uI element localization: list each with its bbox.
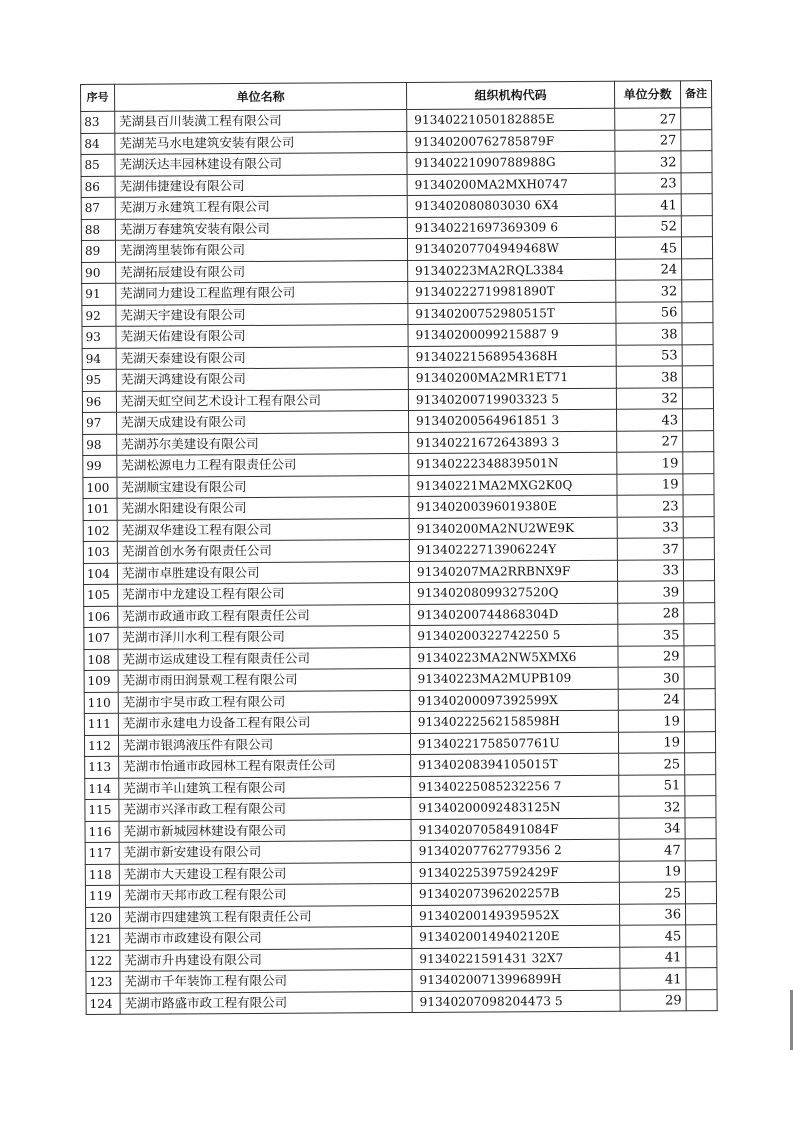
unit-score: 45: [620, 925, 686, 947]
row-no: 114: [85, 778, 119, 800]
table-row: [86, 989, 717, 1014]
org-code: 913402080803030 6X4: [407, 194, 615, 217]
row-no: 106: [84, 606, 118, 628]
table-header: [81, 81, 712, 112]
row-no: 102: [83, 520, 117, 542]
org-code: 91340221697369309 6: [407, 216, 615, 239]
org-code: 91340222719981890T: [408, 280, 616, 303]
unit-score: 29: [618, 645, 684, 667]
company-name: 芜湖顺宝建设有限公司: [117, 475, 409, 498]
note-cell: [681, 108, 712, 130]
unit-score: 32: [616, 387, 682, 409]
unit-score: 56: [616, 301, 682, 323]
row-no: 122: [86, 950, 120, 972]
unit-score: 52: [615, 215, 681, 237]
unit-score: 23: [617, 495, 683, 517]
row-no: 101: [83, 498, 117, 520]
row-no: 111: [84, 713, 118, 735]
unit-score: 27: [617, 430, 683, 452]
row-no: 86: [81, 176, 115, 198]
unit-score: 38: [616, 323, 682, 345]
unit-score: 47: [619, 839, 685, 861]
unit-score: 41: [620, 968, 686, 990]
row-no: 105: [84, 584, 118, 606]
note-cell: [684, 731, 715, 753]
row-no: 91: [82, 283, 116, 305]
org-code: 91340200752980515T: [408, 302, 616, 325]
row-no: 89: [81, 240, 115, 262]
note-cell: [683, 473, 714, 495]
note-cell: [682, 387, 713, 409]
company-name: 芜湖市大天建设工程有限公司: [119, 862, 411, 885]
company-name: 芜湖天成建设有限公司: [117, 410, 409, 433]
org-code: 91340223MA2RQL3384: [408, 259, 616, 282]
org-code: 91340200099215887 9: [408, 323, 616, 346]
note-cell: [682, 258, 713, 280]
org-code: 91340207098204473 5: [412, 990, 620, 1013]
note-cell: [681, 237, 712, 259]
company-name: 芜湖天佑建设有限公司: [116, 325, 408, 348]
note-cell: [685, 839, 716, 861]
company-name: 芜湖市政通市政工程有限责任公司: [118, 604, 410, 627]
unit-score: 27: [615, 108, 681, 130]
company-name: 芜湖伟捷建设有限公司: [115, 174, 407, 197]
unit-score: 38: [616, 366, 682, 388]
note-cell: [684, 710, 715, 732]
company-name: 芜湖市中龙建设工程有限公司: [118, 582, 410, 605]
note-cell: [681, 194, 712, 216]
org-code: 91340200097392599X: [410, 689, 618, 712]
company-name: 芜湖双华建设工程有限公司: [117, 518, 409, 541]
note-cell: [684, 645, 715, 667]
company-name: 芜湖市兴泽市政工程有限公司: [119, 797, 411, 820]
row-no: 108: [84, 649, 118, 671]
company-name: 芜湖天鸿建设有限公司: [116, 368, 408, 391]
row-no: 112: [84, 735, 118, 757]
unit-score: 19: [618, 710, 684, 732]
row-no: 100: [83, 477, 117, 499]
org-code: 91340222562158598H: [410, 710, 618, 733]
note-cell: [684, 688, 715, 710]
header-code: 组织机构代码: [406, 81, 614, 109]
row-no: 97: [83, 412, 117, 434]
note-cell: [683, 538, 714, 560]
header-name: 单位名称: [115, 83, 407, 112]
unit-score: 28: [618, 602, 684, 624]
row-no: 84: [81, 133, 115, 155]
unit-score: 41: [620, 946, 686, 968]
note-cell: [686, 903, 717, 925]
company-name: 芜湖市银鸿液压件有限公司: [118, 733, 410, 756]
unit-score: 32: [616, 280, 682, 302]
unit-score: 33: [617, 516, 683, 538]
company-name: 芜湖市宇昊市政工程有限公司: [118, 690, 410, 713]
note-cell: [686, 946, 717, 968]
note-cell: [681, 215, 712, 237]
note-cell: [682, 323, 713, 345]
org-code: 91340200092483125N: [411, 796, 619, 819]
company-name: 芜湖天泰建设有限公司: [116, 346, 408, 369]
unit-score: 29: [620, 989, 686, 1011]
company-name: 芜湖天虹空间艺术设计工程有限公司: [116, 389, 408, 412]
note-cell: [684, 667, 715, 689]
unit-score: 41: [615, 194, 681, 216]
org-code: 91340200MA2NU2WE9K: [409, 517, 617, 540]
row-no: 123: [86, 971, 120, 993]
unit-score: 19: [617, 452, 683, 474]
note-cell: [684, 602, 715, 624]
note-cell: [681, 129, 712, 151]
unit-score: 25: [619, 882, 685, 904]
company-name: 芜湖市千年装饰工程有限公司: [120, 969, 412, 992]
row-no: 85: [81, 154, 115, 176]
header-score: 单位分数: [614, 81, 680, 108]
unit-score: 43: [616, 409, 682, 431]
unit-score: 30: [618, 667, 684, 689]
company-name: 芜湖沃达丰园林建设有限公司: [115, 153, 407, 176]
row-no: 109: [84, 670, 118, 692]
row-no: 119: [85, 885, 119, 907]
org-code: 91340200719903323 5: [408, 388, 616, 411]
note-cell: [683, 495, 714, 517]
org-code: 91340200MA2MR1ET71: [408, 366, 616, 389]
row-no: 124: [86, 993, 120, 1015]
company-name: 芜湖天宇建设有限公司: [116, 303, 408, 326]
row-no: 121: [86, 928, 120, 950]
unit-score: 39: [618, 581, 684, 603]
company-name: 芜湖市羊山建筑工程有限公司: [119, 776, 411, 799]
company-name: 芜湖市泽川水利工程有限公司: [118, 625, 410, 648]
note-cell: [686, 968, 717, 990]
org-code: 91340208394105015T: [411, 753, 619, 776]
note-cell: [682, 409, 713, 431]
org-code: 91340221758507761U: [410, 732, 618, 755]
org-code: 91340223MA2MUPB109: [410, 667, 618, 690]
company-name: 芜湖市路盛市政工程有限公司: [120, 991, 412, 1014]
company-name: 芜湖市雨田润景观工程有限公司: [118, 668, 410, 691]
company-name: 芜湖市四建建筑工程有限责任公司: [120, 905, 412, 928]
company-name: 芜湖松源电力工程有限责任公司: [117, 453, 409, 476]
row-no: 94: [82, 348, 116, 370]
row-no: 118: [85, 864, 119, 886]
company-name: 芜湖市永建电力设备工程有限公司: [118, 711, 410, 734]
row-no: 88: [81, 219, 115, 241]
row-no: 99: [83, 455, 117, 477]
row-no: 113: [85, 756, 119, 778]
company-name: 芜湖苏尔美建设有限公司: [117, 432, 409, 455]
unit-score: 53: [616, 344, 682, 366]
row-no: 90: [82, 262, 116, 284]
org-code: 91340208099327520Q: [410, 581, 618, 604]
company-name: 芜湖市市政建设有限公司: [120, 926, 412, 949]
note-cell: [685, 796, 716, 818]
company-name: 芜湖市新安建设有限公司: [119, 840, 411, 863]
note-cell: [683, 452, 714, 474]
note-cell: [685, 753, 716, 775]
note-cell: [682, 280, 713, 302]
note-cell: [685, 860, 716, 882]
org-code: 91340207762779356 2: [411, 839, 619, 862]
row-no: 120: [86, 907, 120, 929]
org-code: 91340207396202257B: [411, 882, 619, 905]
org-code: 91340222713906224Y: [409, 538, 617, 561]
company-score-table: [80, 80, 718, 1015]
company-name: 芜湖市新城园林建设有限公司: [119, 819, 411, 842]
note-cell: [685, 774, 716, 796]
row-no: 104: [83, 563, 117, 585]
row-no: 93: [82, 326, 116, 348]
note-cell: [682, 344, 713, 366]
row-no: 107: [84, 627, 118, 649]
note-cell: [682, 366, 713, 388]
org-code: 91340200564961851 3: [409, 409, 617, 432]
unit-score: 35: [618, 624, 684, 646]
org-code: 91340221050182885E: [407, 108, 615, 131]
note-cell: [684, 624, 715, 646]
company-name: 芜湖同力建设工程监理有限公司: [116, 282, 408, 305]
org-code: 91340200396019380E: [409, 495, 617, 518]
unit-score: 19: [617, 473, 683, 495]
header-no: 序号: [81, 84, 115, 111]
org-code: 91340221568954368H: [408, 345, 616, 368]
unit-score: 45: [615, 237, 681, 259]
unit-score: 51: [619, 774, 685, 796]
org-code: 91340200713996899H: [412, 968, 620, 991]
registry-sheet: [80, 80, 717, 1015]
unit-score: 36: [620, 903, 686, 925]
org-code: 91340225085232256 7: [411, 775, 619, 798]
unit-score: 32: [615, 151, 681, 173]
row-no: 110: [84, 692, 118, 714]
company-name: 芜湖首创水务有限责任公司: [117, 539, 409, 562]
org-code: 91340207058491084F: [411, 818, 619, 841]
company-name: 芜湖县百川装潢工程有限公司: [115, 110, 407, 133]
unit-score: 34: [619, 817, 685, 839]
row-no: 103: [83, 541, 117, 563]
company-name: 芜湖市升冉建设有限公司: [120, 948, 412, 971]
row-no: 96: [82, 391, 116, 413]
org-code: 91340207704949468W: [407, 237, 615, 260]
note-cell: [682, 301, 713, 323]
note-cell: [683, 559, 714, 581]
unit-score: 24: [618, 688, 684, 710]
unit-score: 37: [617, 538, 683, 560]
unit-score: 19: [618, 731, 684, 753]
table-body: [81, 108, 718, 1015]
note-cell: [681, 151, 712, 173]
note-cell: [686, 989, 717, 1011]
row-no: 117: [85, 842, 119, 864]
row-no: 87: [81, 197, 115, 219]
company-name: 芜湖市卓胜建设有限公司: [117, 561, 409, 584]
row-no: 92: [82, 305, 116, 327]
company-name: 芜湖市怡通市政园林工程有限责任公司: [119, 754, 411, 777]
unit-score: 23: [615, 172, 681, 194]
note-cell: [686, 925, 717, 947]
org-code: 91340223MA2NW5XMX6: [410, 646, 618, 669]
company-name: 芜湖万永建筑工程有限公司: [115, 196, 407, 219]
org-code: 91340200149395952X: [412, 904, 620, 927]
org-code: 91340200744868304D: [410, 603, 618, 626]
org-code: 91340222348839501N: [409, 452, 617, 475]
note-cell: [684, 581, 715, 603]
org-code: 91340200MA2MXH0747: [407, 173, 615, 196]
org-code: 91340200322742250 5: [410, 624, 618, 647]
unit-score: 24: [616, 258, 682, 280]
org-code: 91340221MA2MXG2K0Q: [409, 474, 617, 497]
company-name: 芜湖拓辰建设有限公司: [116, 260, 408, 283]
company-name: 芜湖万春建筑安装有限公司: [115, 217, 407, 240]
org-code: 91340221591431 32X7: [412, 947, 620, 970]
unit-score: 19: [619, 860, 685, 882]
note-cell: [685, 817, 716, 839]
company-name: 芜湖市运成建设工程有限责任公司: [118, 647, 410, 670]
header-note: 备注: [680, 81, 711, 108]
org-code: 91340221672643893 3: [409, 431, 617, 454]
note-cell: [683, 516, 714, 538]
company-name: 芜湖水阳建设有限公司: [117, 496, 409, 519]
unit-score: 27: [615, 129, 681, 151]
note-cell: [681, 172, 712, 194]
unit-score: 32: [619, 796, 685, 818]
org-code: 91340200149402120E: [412, 925, 620, 948]
org-code: 91340225397592429F: [411, 861, 619, 884]
company-name: 芜湖市天邦市政工程有限公司: [119, 883, 411, 906]
company-name: 芜湖湾里装饰有限公司: [115, 239, 407, 262]
row-no: 98: [83, 434, 117, 456]
row-no: 95: [82, 369, 116, 391]
note-cell: [683, 430, 714, 452]
note-cell: [685, 882, 716, 904]
unit-score: 25: [619, 753, 685, 775]
row-no: 83: [81, 111, 115, 133]
org-code: 91340200762785879F: [407, 130, 615, 153]
header-row: [81, 81, 712, 112]
row-no: 116: [85, 821, 119, 843]
row-no: 115: [85, 799, 119, 821]
org-code: 91340221090788988G: [407, 151, 615, 174]
company-name: 芜湖芜马水电建筑安装有限公司: [115, 131, 407, 154]
unit-score: 33: [617, 559, 683, 581]
org-code: 91340207MA2RRBNX9F: [409, 560, 617, 583]
